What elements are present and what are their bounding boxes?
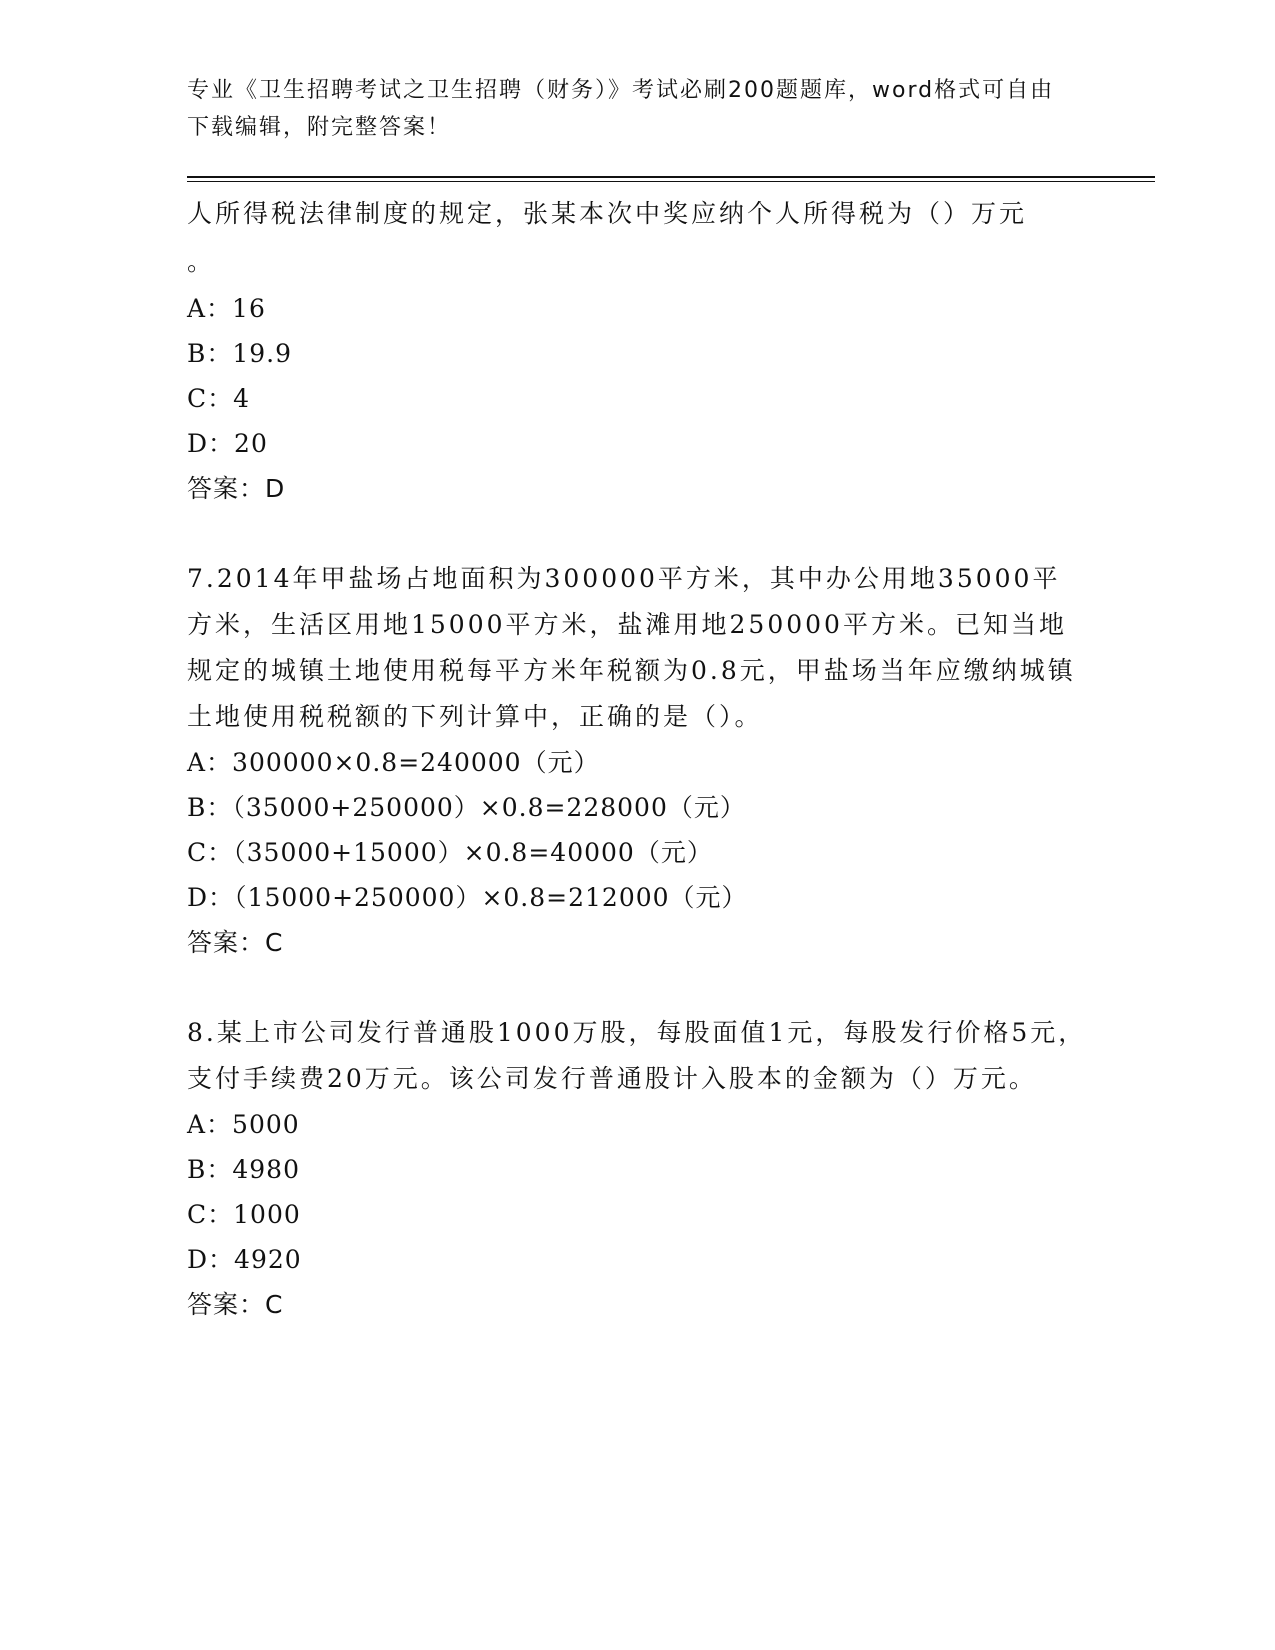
option-a: A：5000 xyxy=(187,1110,300,1139)
option-d: D：4920 xyxy=(187,1245,302,1274)
option-b: B：19.9 xyxy=(187,339,293,368)
option-b: B：（35000+250000）×0.8=228000（元） xyxy=(187,793,746,822)
question-continued xyxy=(187,190,1087,512)
document-header: 专业《卫生招聘考试之卫生招聘（财务）》考试必刷200题题库，word格式可自由下载编辑，附完整答案！ xyxy=(187,78,1055,140)
option-a: A：300000×0.8=240000（元） xyxy=(187,748,600,777)
question-7 xyxy=(187,556,1087,966)
option-a: A：16 xyxy=(187,294,266,323)
answer: 答案：C xyxy=(187,1290,284,1319)
question-text: 7.2014年甲盐场占地面积为300000平方米，其中办公用地35000平方米，生活区用地15000平方米，盐滩用地250000平方米。已知当地规定的城镇土地使用税每平方米年税额为0.8元，甲盐场当年应缴纳城镇土地使用税税额的下列计算中，正确的是（）。 xyxy=(187,564,1076,731)
answer: 答案：C xyxy=(187,928,284,957)
option-c: C：1000 xyxy=(187,1200,301,1229)
answer: 答案：D xyxy=(187,474,286,503)
header-rule-thick xyxy=(187,176,1155,178)
document-body xyxy=(187,190,1087,1372)
option-c: C：（35000+15000）×0.8=40000（元） xyxy=(187,838,713,867)
header-rule-thin xyxy=(187,181,1155,182)
option-d: D：20 xyxy=(187,429,268,458)
question-8 xyxy=(187,1010,1087,1328)
option-b: B：4980 xyxy=(187,1155,300,1184)
option-c: C：4 xyxy=(187,384,251,413)
option-d: D：（15000+250000）×0.8=212000（元） xyxy=(187,883,748,912)
question-text: 8.某上市公司发行普通股1000万股，每股面值1元，每股发行价格5元，支付手续费20万元。该公司发行普通股计入股本的金额为（）万元。 xyxy=(187,1018,1087,1093)
question-text-line: 人所得税法律制度的规定，张某本次中奖应纳个人所得税为（）万元 xyxy=(187,199,1028,228)
question-text-line: 。 xyxy=(187,247,216,276)
